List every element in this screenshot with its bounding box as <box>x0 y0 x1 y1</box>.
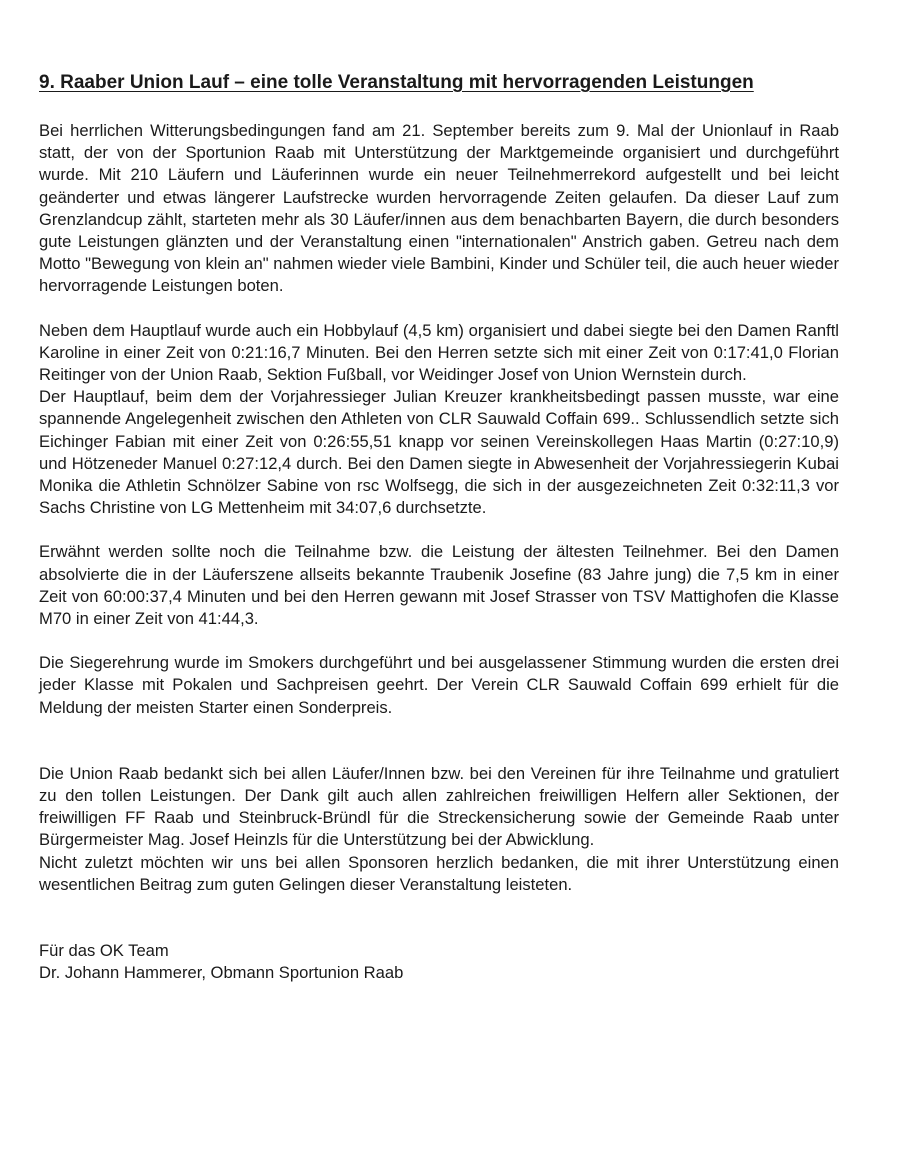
paragraph-hobbylauf: Neben dem Hauptlauf wurde auch ein Hobbylauf (4,5 km) organisiert und dabei siegte bei den Damen Ranftl Karoline in einer Zeit von 0:21:16,7 Minuten. Bei den Herren setzte sich mit einer Zeit von 0:17:41,0 Florian Reitinger von der Union Raab, Sektion Fußball, vor Weidinger Josef von Union Wernstein durch. <box>39 320 839 385</box>
paragraph-intro: Bei herrlichen Witterungsbedingungen fand am 21. September bereits zum 9. Mal der Unionlauf in Raab statt, der von der Sportunion Raab mit Unterstützung der Marktgemeinde organisiert und durchgeführt wurde. Mit 210 Läufern und Läuferinnen wurde ein neuer Teilnehmerrekord aufgestellt und bei leicht geänderter und etwas längerer Laufstrecke wurden hervorragende Zeiten gelaufen. Da dieser Lauf zum Grenzlandcup zählt, starteten mehr als 30 Läufer/innen aus dem benachbarten Bayern, die durch besonders gute Leistungen glänzten und der Veranstaltung einen "internationalen" Anstrich gaben. Getreu nach dem Motto "Bewegung von klein an" nahmen wieder viele Bambini, Kinder und Schüler teil, die auch heuer wieder hervorragende Leistungen boten. <box>39 121 839 296</box>
document-page <box>39 70 839 985</box>
paragraph-award-ceremony: Die Siegerehrung wurde im Smokers durchgeführt und bei ausgelassener Stimmung wurden die ersten drei jeder Klasse mit Pokalen und Sachpreisen geehrt. Der Verein CLR Sauwald Coffain 699 erhielt für die Meldung der meisten Starter einen Sonderpreis. <box>39 653 839 717</box>
paragraph-thanks: Die Union Raab bedankt sich bei allen Läufer/Innen bzw. bei den Vereinen für ihre Teilnahme und gratuliert zu den tollen Leistungen. Der Dank gilt auch allen zahlreichen freiwilligen Helfern aller Sektionen, der freiwilligen FF Raab und Steinbruck-Bründl für die Streckensicherung sowie der Gemeinde Raab unter Bürgermeister Mag. Josef Heinzls für die Unterstützung bei der Abwicklung. <box>39 763 839 850</box>
signature-block <box>39 940 839 984</box>
signature-line-name: Dr. Johann Hammerer, Obmann Sportunion Raab <box>39 963 404 983</box>
paragraph-oldest-participants: Erwähnt werden sollte noch die Teilnahme bzw. die Leistung der ältesten Teilnehmer. Bei den Damen absolvierte die in der Läuferszene allseits bekannte Traubenik Josefine (83 Jahre jung) die 7,5 km in einer Zeit von 60:00:37,4 Minuten und bei den Herren gewann mit Josef Strasser von TSV Mattighofen die Klasse M70 in einer Zeit von 41:44,3. <box>39 542 839 629</box>
signature-line-team: Für das OK Team <box>39 941 169 961</box>
paragraph-sponsors: Nicht zuletzt möchten wir uns bei allen Sponsoren herzlich bedanken, die mit ihrer Unterstützung einen wesentlichen Beitrag zum guten Gelingen dieser Veranstaltung leisteten. <box>39 852 839 894</box>
document-title: 9. Raaber Union Lauf – eine tolle Veranstaltung mit hervorragenden Leistungen <box>39 72 754 93</box>
paragraph-hauptlauf: Der Hauptlauf, beim dem der Vorjahressieger Julian Kreuzer krankheitsbedingt passen musste, war eine spannende Angelegenheit zwischen den Athleten von CLR Sauwald Coffain 699.. Schlussendlich setzte sich Eichinger Fabian mit einer Zeit von 0:26:55,51 knapp vor seinen Vereinskollegen Haas Martin (0:27:10,9) und Hötzeneder Manuel 0:27:12,4 durch. Bei den Damen siegte in Abwesenheit der Vorjahressiegerin Kubai Monika die Athletin Schnölzer Sabine von rsc Wolfsegg, die sich in der ausgezeichneten Zeit 0:32:11,3 vor Sachs Christine von LG Mettenheim mit 34:07,6 durchsetzte. <box>39 387 839 518</box>
